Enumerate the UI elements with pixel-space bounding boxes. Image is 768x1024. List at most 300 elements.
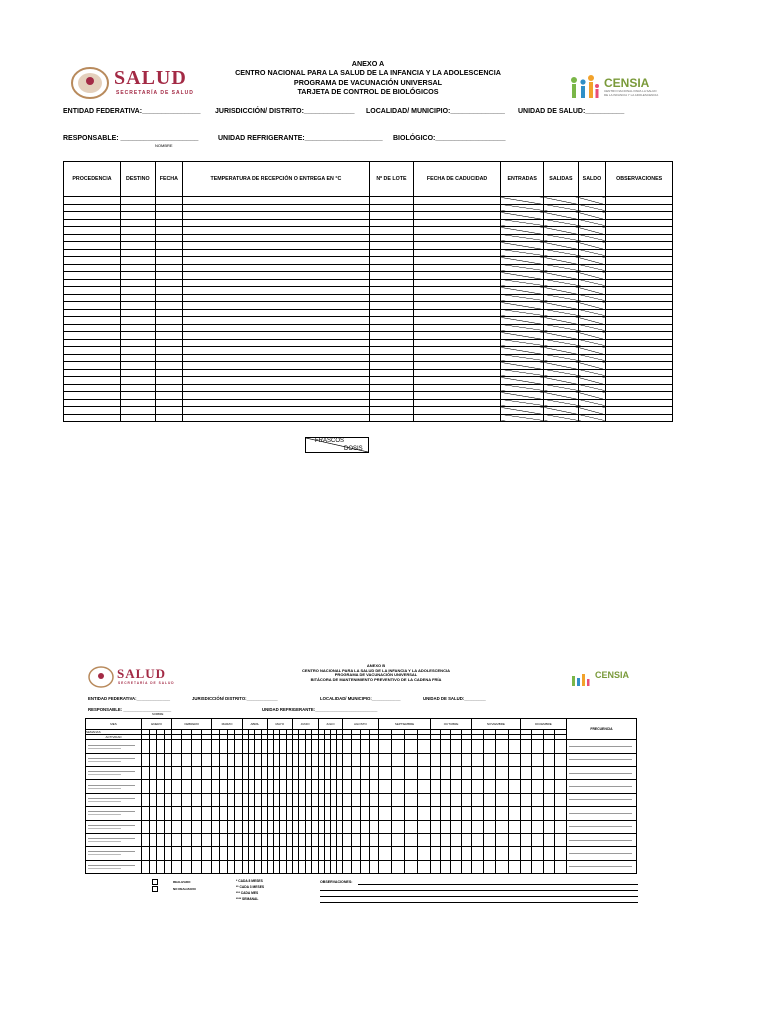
check-cell[interactable] xyxy=(451,807,461,820)
table-cell[interactable] xyxy=(544,234,578,242)
check-cell[interactable] xyxy=(343,833,352,846)
table-cell[interactable] xyxy=(155,324,182,332)
check-cell[interactable] xyxy=(142,780,150,793)
unidad-refrigerante-field-b[interactable]: UNIDAD REFRIGERANTE:__________________________ xyxy=(262,707,378,712)
check-cell[interactable] xyxy=(227,780,235,793)
check-cell[interactable] xyxy=(471,740,483,753)
table-cell[interactable] xyxy=(120,302,155,310)
check-cell[interactable] xyxy=(157,780,165,793)
check-cell[interactable] xyxy=(378,860,391,873)
check-cell[interactable] xyxy=(202,780,212,793)
table-cell[interactable] xyxy=(155,347,182,355)
table-cell[interactable] xyxy=(578,339,606,347)
check-cell[interactable] xyxy=(441,767,451,780)
check-cell[interactable] xyxy=(496,820,508,833)
table-cell[interactable] xyxy=(64,287,121,295)
table-cell[interactable] xyxy=(120,287,155,295)
table-cell[interactable] xyxy=(155,317,182,325)
check-cell[interactable] xyxy=(484,833,496,846)
table-cell[interactable] xyxy=(155,272,182,280)
check-cell[interactable] xyxy=(404,740,417,753)
check-cell[interactable] xyxy=(149,847,157,860)
check-cell[interactable] xyxy=(431,820,441,833)
table-cell[interactable] xyxy=(64,204,121,212)
check-cell[interactable] xyxy=(555,847,567,860)
check-cell[interactable] xyxy=(164,767,172,780)
table-cell[interactable] xyxy=(501,219,544,227)
check-cell[interactable] xyxy=(431,807,441,820)
table-cell[interactable] xyxy=(182,392,369,400)
table-cell[interactable] xyxy=(606,324,673,332)
check-cell[interactable] xyxy=(172,740,182,753)
table-cell[interactable] xyxy=(578,227,606,235)
table-cell[interactable] xyxy=(64,384,121,392)
table-cell[interactable] xyxy=(120,392,155,400)
table-cell[interactable] xyxy=(182,399,369,407)
check-cell[interactable] xyxy=(441,807,451,820)
table-cell[interactable] xyxy=(64,369,121,377)
table-cell[interactable] xyxy=(414,272,501,280)
check-cell[interactable] xyxy=(164,860,172,873)
table-cell[interactable] xyxy=(606,399,673,407)
check-cell[interactable] xyxy=(431,833,441,846)
jurisdiccion-field-b[interactable]: JURISDICCIÓN/ DISTRITO:_____________ xyxy=(192,696,278,701)
check-cell[interactable] xyxy=(451,780,461,793)
check-cell[interactable] xyxy=(391,820,404,833)
check-cell[interactable] xyxy=(172,807,182,820)
check-cell[interactable] xyxy=(461,847,471,860)
check-cell[interactable] xyxy=(164,753,172,766)
table-cell[interactable] xyxy=(182,219,369,227)
table-cell[interactable] xyxy=(606,197,673,205)
table-cell[interactable] xyxy=(155,257,182,265)
table-cell[interactable] xyxy=(64,257,121,265)
check-cell[interactable] xyxy=(508,820,520,833)
table-cell[interactable] xyxy=(369,377,413,385)
table-cell[interactable] xyxy=(578,242,606,250)
check-cell[interactable] xyxy=(418,793,431,806)
check-cell[interactable] xyxy=(235,740,243,753)
check-cell[interactable] xyxy=(391,807,404,820)
table-cell[interactable] xyxy=(414,384,501,392)
check-cell[interactable] xyxy=(164,820,172,833)
table-cell[interactable] xyxy=(501,414,544,422)
table-cell[interactable] xyxy=(414,414,501,422)
check-cell[interactable] xyxy=(496,780,508,793)
table-cell[interactable] xyxy=(578,272,606,280)
check-cell[interactable] xyxy=(508,847,520,860)
check-cell[interactable] xyxy=(149,860,157,873)
table-cell[interactable] xyxy=(544,384,578,392)
check-cell[interactable] xyxy=(404,847,417,860)
table-cell[interactable] xyxy=(544,197,578,205)
check-cell[interactable] xyxy=(484,780,496,793)
check-cell[interactable] xyxy=(451,793,461,806)
check-cell[interactable] xyxy=(360,833,369,846)
table-cell[interactable] xyxy=(369,264,413,272)
check-cell[interactable] xyxy=(369,780,378,793)
check-cell[interactable] xyxy=(496,767,508,780)
check-cell[interactable] xyxy=(543,740,554,753)
table-cell[interactable] xyxy=(606,332,673,340)
table-cell[interactable] xyxy=(501,362,544,370)
check-cell[interactable] xyxy=(235,753,243,766)
check-cell[interactable] xyxy=(508,780,520,793)
check-cell[interactable] xyxy=(172,820,182,833)
check-cell[interactable] xyxy=(235,767,243,780)
check-cell[interactable] xyxy=(496,860,508,873)
table-cell[interactable] xyxy=(544,332,578,340)
jurisdiccion-field[interactable]: JURISDICCIÓN/ DISTRITO:_____________ xyxy=(215,108,355,115)
table-cell[interactable] xyxy=(120,227,155,235)
table-cell[interactable] xyxy=(544,227,578,235)
table-cell[interactable] xyxy=(369,287,413,295)
check-cell[interactable] xyxy=(471,860,483,873)
check-cell[interactable] xyxy=(157,740,165,753)
check-cell[interactable] xyxy=(212,820,220,833)
check-cell[interactable] xyxy=(182,740,192,753)
table-cell[interactable] xyxy=(182,242,369,250)
check-cell[interactable] xyxy=(192,847,202,860)
table-cell[interactable] xyxy=(369,204,413,212)
table-cell[interactable] xyxy=(155,249,182,257)
check-cell[interactable] xyxy=(227,753,235,766)
check-cell[interactable] xyxy=(149,767,157,780)
check-cell[interactable] xyxy=(555,767,567,780)
table-cell[interactable] xyxy=(120,212,155,220)
check-cell[interactable] xyxy=(532,833,543,846)
table-cell[interactable] xyxy=(182,384,369,392)
check-cell[interactable] xyxy=(157,833,165,846)
table-cell[interactable] xyxy=(182,354,369,362)
table-cell[interactable] xyxy=(501,272,544,280)
check-cell[interactable] xyxy=(471,833,483,846)
localidad-field-b[interactable]: LOCALIDAD/ MUNICIPIO:____________ xyxy=(320,696,401,701)
table-cell[interactable] xyxy=(369,362,413,370)
check-cell[interactable] xyxy=(471,753,483,766)
table-cell[interactable] xyxy=(155,414,182,422)
check-cell[interactable] xyxy=(555,740,567,753)
check-cell[interactable] xyxy=(471,793,483,806)
table-cell[interactable] xyxy=(606,369,673,377)
table-cell[interactable] xyxy=(369,212,413,220)
check-cell[interactable] xyxy=(360,753,369,766)
table-cell[interactable] xyxy=(182,212,369,220)
table-cell[interactable] xyxy=(369,294,413,302)
table-cell[interactable] xyxy=(414,264,501,272)
check-cell[interactable] xyxy=(343,753,352,766)
table-cell[interactable] xyxy=(182,302,369,310)
table-cell[interactable] xyxy=(155,219,182,227)
table-cell[interactable] xyxy=(414,257,501,265)
table-cell[interactable] xyxy=(414,249,501,257)
table-cell[interactable] xyxy=(501,407,544,415)
check-cell[interactable] xyxy=(352,740,361,753)
table-cell[interactable] xyxy=(414,234,501,242)
check-cell[interactable] xyxy=(149,807,157,820)
check-cell[interactable] xyxy=(543,860,554,873)
table-cell[interactable] xyxy=(64,332,121,340)
table-cell[interactable] xyxy=(120,219,155,227)
table-cell[interactable] xyxy=(414,347,501,355)
check-cell[interactable] xyxy=(212,860,220,873)
table-cell[interactable] xyxy=(182,234,369,242)
check-cell[interactable] xyxy=(219,780,227,793)
table-cell[interactable] xyxy=(414,407,501,415)
table-cell[interactable] xyxy=(182,294,369,302)
table-cell[interactable] xyxy=(544,317,578,325)
check-cell[interactable] xyxy=(543,753,554,766)
check-cell[interactable] xyxy=(182,780,192,793)
check-cell[interactable] xyxy=(461,767,471,780)
check-cell[interactable] xyxy=(391,833,404,846)
table-cell[interactable] xyxy=(155,392,182,400)
check-cell[interactable] xyxy=(352,793,361,806)
check-cell[interactable] xyxy=(192,807,202,820)
check-cell[interactable] xyxy=(532,767,543,780)
table-cell[interactable] xyxy=(544,257,578,265)
check-cell[interactable] xyxy=(369,820,378,833)
table-cell[interactable] xyxy=(578,279,606,287)
check-cell[interactable] xyxy=(391,753,404,766)
table-cell[interactable] xyxy=(155,302,182,310)
check-cell[interactable] xyxy=(496,833,508,846)
check-cell[interactable] xyxy=(227,833,235,846)
check-cell[interactable] xyxy=(369,807,378,820)
table-cell[interactable] xyxy=(578,332,606,340)
table-cell[interactable] xyxy=(544,294,578,302)
check-cell[interactable] xyxy=(192,740,202,753)
table-cell[interactable] xyxy=(155,264,182,272)
check-cell[interactable] xyxy=(142,807,150,820)
check-cell[interactable] xyxy=(461,807,471,820)
check-cell[interactable] xyxy=(202,820,212,833)
check-cell[interactable] xyxy=(555,807,567,820)
check-cell[interactable] xyxy=(369,847,378,860)
table-cell[interactable] xyxy=(120,294,155,302)
table-cell[interactable] xyxy=(578,264,606,272)
check-cell[interactable] xyxy=(219,860,227,873)
table-cell[interactable] xyxy=(544,324,578,332)
table-cell[interactable] xyxy=(578,414,606,422)
check-cell[interactable] xyxy=(484,860,496,873)
table-cell[interactable] xyxy=(606,347,673,355)
table-cell[interactable] xyxy=(64,219,121,227)
check-cell[interactable] xyxy=(212,833,220,846)
table-cell[interactable] xyxy=(182,317,369,325)
obs-line[interactable] xyxy=(320,896,638,897)
table-cell[interactable] xyxy=(182,347,369,355)
check-cell[interactable] xyxy=(484,847,496,860)
check-cell[interactable] xyxy=(471,807,483,820)
check-cell[interactable] xyxy=(227,807,235,820)
check-cell[interactable] xyxy=(418,833,431,846)
table-cell[interactable] xyxy=(369,249,413,257)
table-cell[interactable] xyxy=(501,302,544,310)
check-cell[interactable] xyxy=(520,767,531,780)
check-cell[interactable] xyxy=(555,753,567,766)
table-cell[interactable] xyxy=(182,257,369,265)
table-cell[interactable] xyxy=(182,332,369,340)
check-cell[interactable] xyxy=(520,860,531,873)
check-cell[interactable] xyxy=(378,833,391,846)
table-cell[interactable] xyxy=(369,219,413,227)
table-cell[interactable] xyxy=(606,377,673,385)
check-cell[interactable] xyxy=(404,793,417,806)
table-cell[interactable] xyxy=(414,354,501,362)
check-cell[interactable] xyxy=(418,820,431,833)
table-cell[interactable] xyxy=(155,204,182,212)
check-cell[interactable] xyxy=(182,753,192,766)
check-cell[interactable] xyxy=(202,753,212,766)
check-cell[interactable] xyxy=(235,860,243,873)
check-cell[interactable] xyxy=(378,780,391,793)
check-cell[interactable] xyxy=(391,847,404,860)
table-cell[interactable] xyxy=(544,242,578,250)
check-cell[interactable] xyxy=(431,847,441,860)
table-cell[interactable] xyxy=(578,294,606,302)
table-cell[interactable] xyxy=(182,369,369,377)
table-cell[interactable] xyxy=(182,362,369,370)
table-cell[interactable] xyxy=(501,257,544,265)
check-cell[interactable] xyxy=(219,833,227,846)
table-cell[interactable] xyxy=(369,197,413,205)
table-cell[interactable] xyxy=(606,242,673,250)
check-cell[interactable] xyxy=(520,740,531,753)
obs-line[interactable] xyxy=(320,890,638,891)
table-cell[interactable] xyxy=(606,309,673,317)
table-cell[interactable] xyxy=(155,354,182,362)
check-cell[interactable] xyxy=(520,793,531,806)
table-cell[interactable] xyxy=(606,302,673,310)
check-cell[interactable] xyxy=(520,820,531,833)
check-cell[interactable] xyxy=(235,807,243,820)
check-cell[interactable] xyxy=(212,753,220,766)
check-cell[interactable] xyxy=(142,847,150,860)
table-cell[interactable] xyxy=(182,377,369,385)
table-cell[interactable] xyxy=(606,264,673,272)
table-cell[interactable] xyxy=(544,362,578,370)
table-cell[interactable] xyxy=(155,384,182,392)
check-cell[interactable] xyxy=(496,753,508,766)
check-cell[interactable] xyxy=(451,860,461,873)
table-cell[interactable] xyxy=(182,264,369,272)
table-cell[interactable] xyxy=(120,369,155,377)
check-cell[interactable] xyxy=(352,780,361,793)
table-cell[interactable] xyxy=(64,414,121,422)
table-cell[interactable] xyxy=(120,234,155,242)
check-cell[interactable] xyxy=(555,780,567,793)
table-cell[interactable] xyxy=(155,362,182,370)
table-cell[interactable] xyxy=(369,414,413,422)
check-cell[interactable] xyxy=(202,767,212,780)
table-cell[interactable] xyxy=(544,339,578,347)
check-cell[interactable] xyxy=(391,740,404,753)
check-cell[interactable] xyxy=(431,793,441,806)
table-cell[interactable] xyxy=(501,347,544,355)
check-cell[interactable] xyxy=(555,820,567,833)
check-cell[interactable] xyxy=(202,807,212,820)
table-cell[interactable] xyxy=(501,294,544,302)
check-cell[interactable] xyxy=(404,833,417,846)
table-cell[interactable] xyxy=(544,354,578,362)
table-cell[interactable] xyxy=(369,339,413,347)
table-cell[interactable] xyxy=(544,249,578,257)
table-cell[interactable] xyxy=(64,212,121,220)
table-cell[interactable] xyxy=(120,249,155,257)
check-cell[interactable] xyxy=(235,793,243,806)
check-cell[interactable] xyxy=(164,807,172,820)
check-cell[interactable] xyxy=(404,767,417,780)
check-cell[interactable] xyxy=(532,753,543,766)
table-cell[interactable] xyxy=(501,249,544,257)
check-cell[interactable] xyxy=(219,767,227,780)
table-cell[interactable] xyxy=(182,324,369,332)
table-cell[interactable] xyxy=(155,279,182,287)
check-cell[interactable] xyxy=(378,793,391,806)
check-cell[interactable] xyxy=(202,833,212,846)
check-cell[interactable] xyxy=(343,780,352,793)
check-cell[interactable] xyxy=(451,820,461,833)
table-cell[interactable] xyxy=(182,309,369,317)
biologico-field[interactable]: BIOLÓGICO:__________________ xyxy=(393,135,506,142)
table-cell[interactable] xyxy=(369,392,413,400)
check-cell[interactable] xyxy=(182,833,192,846)
table-cell[interactable] xyxy=(369,279,413,287)
check-cell[interactable] xyxy=(343,793,352,806)
check-cell[interactable] xyxy=(343,860,352,873)
check-cell[interactable] xyxy=(543,807,554,820)
unidad-refrigerante-field[interactable]: UNIDAD REFRIGERANTE:____________________ xyxy=(218,135,383,142)
check-cell[interactable] xyxy=(164,847,172,860)
table-cell[interactable] xyxy=(182,279,369,287)
check-cell[interactable] xyxy=(431,753,441,766)
check-cell[interactable] xyxy=(369,740,378,753)
check-cell[interactable] xyxy=(441,833,451,846)
check-cell[interactable] xyxy=(157,860,165,873)
check-cell[interactable] xyxy=(508,740,520,753)
table-cell[interactable] xyxy=(578,197,606,205)
check-cell[interactable] xyxy=(227,847,235,860)
check-cell[interactable] xyxy=(142,860,150,873)
table-cell[interactable] xyxy=(120,324,155,332)
check-cell[interactable] xyxy=(441,847,451,860)
table-cell[interactable] xyxy=(501,369,544,377)
responsable-field[interactable]: RESPONSABLE: ____________________ xyxy=(63,135,199,142)
table-cell[interactable] xyxy=(369,324,413,332)
check-cell[interactable] xyxy=(227,820,235,833)
check-cell[interactable] xyxy=(352,807,361,820)
check-cell[interactable] xyxy=(142,753,150,766)
check-cell[interactable] xyxy=(212,780,220,793)
check-cell[interactable] xyxy=(508,833,520,846)
check-cell[interactable] xyxy=(352,833,361,846)
table-cell[interactable] xyxy=(155,294,182,302)
check-cell[interactable] xyxy=(555,833,567,846)
check-cell[interactable] xyxy=(343,767,352,780)
table-cell[interactable] xyxy=(120,272,155,280)
table-cell[interactable] xyxy=(501,377,544,385)
table-cell[interactable] xyxy=(120,399,155,407)
table-cell[interactable] xyxy=(64,377,121,385)
table-cell[interactable] xyxy=(64,347,121,355)
check-cell[interactable] xyxy=(352,767,361,780)
check-cell[interactable] xyxy=(532,740,543,753)
check-cell[interactable] xyxy=(543,833,554,846)
check-cell[interactable] xyxy=(461,860,471,873)
table-cell[interactable] xyxy=(120,264,155,272)
table-cell[interactable] xyxy=(501,279,544,287)
